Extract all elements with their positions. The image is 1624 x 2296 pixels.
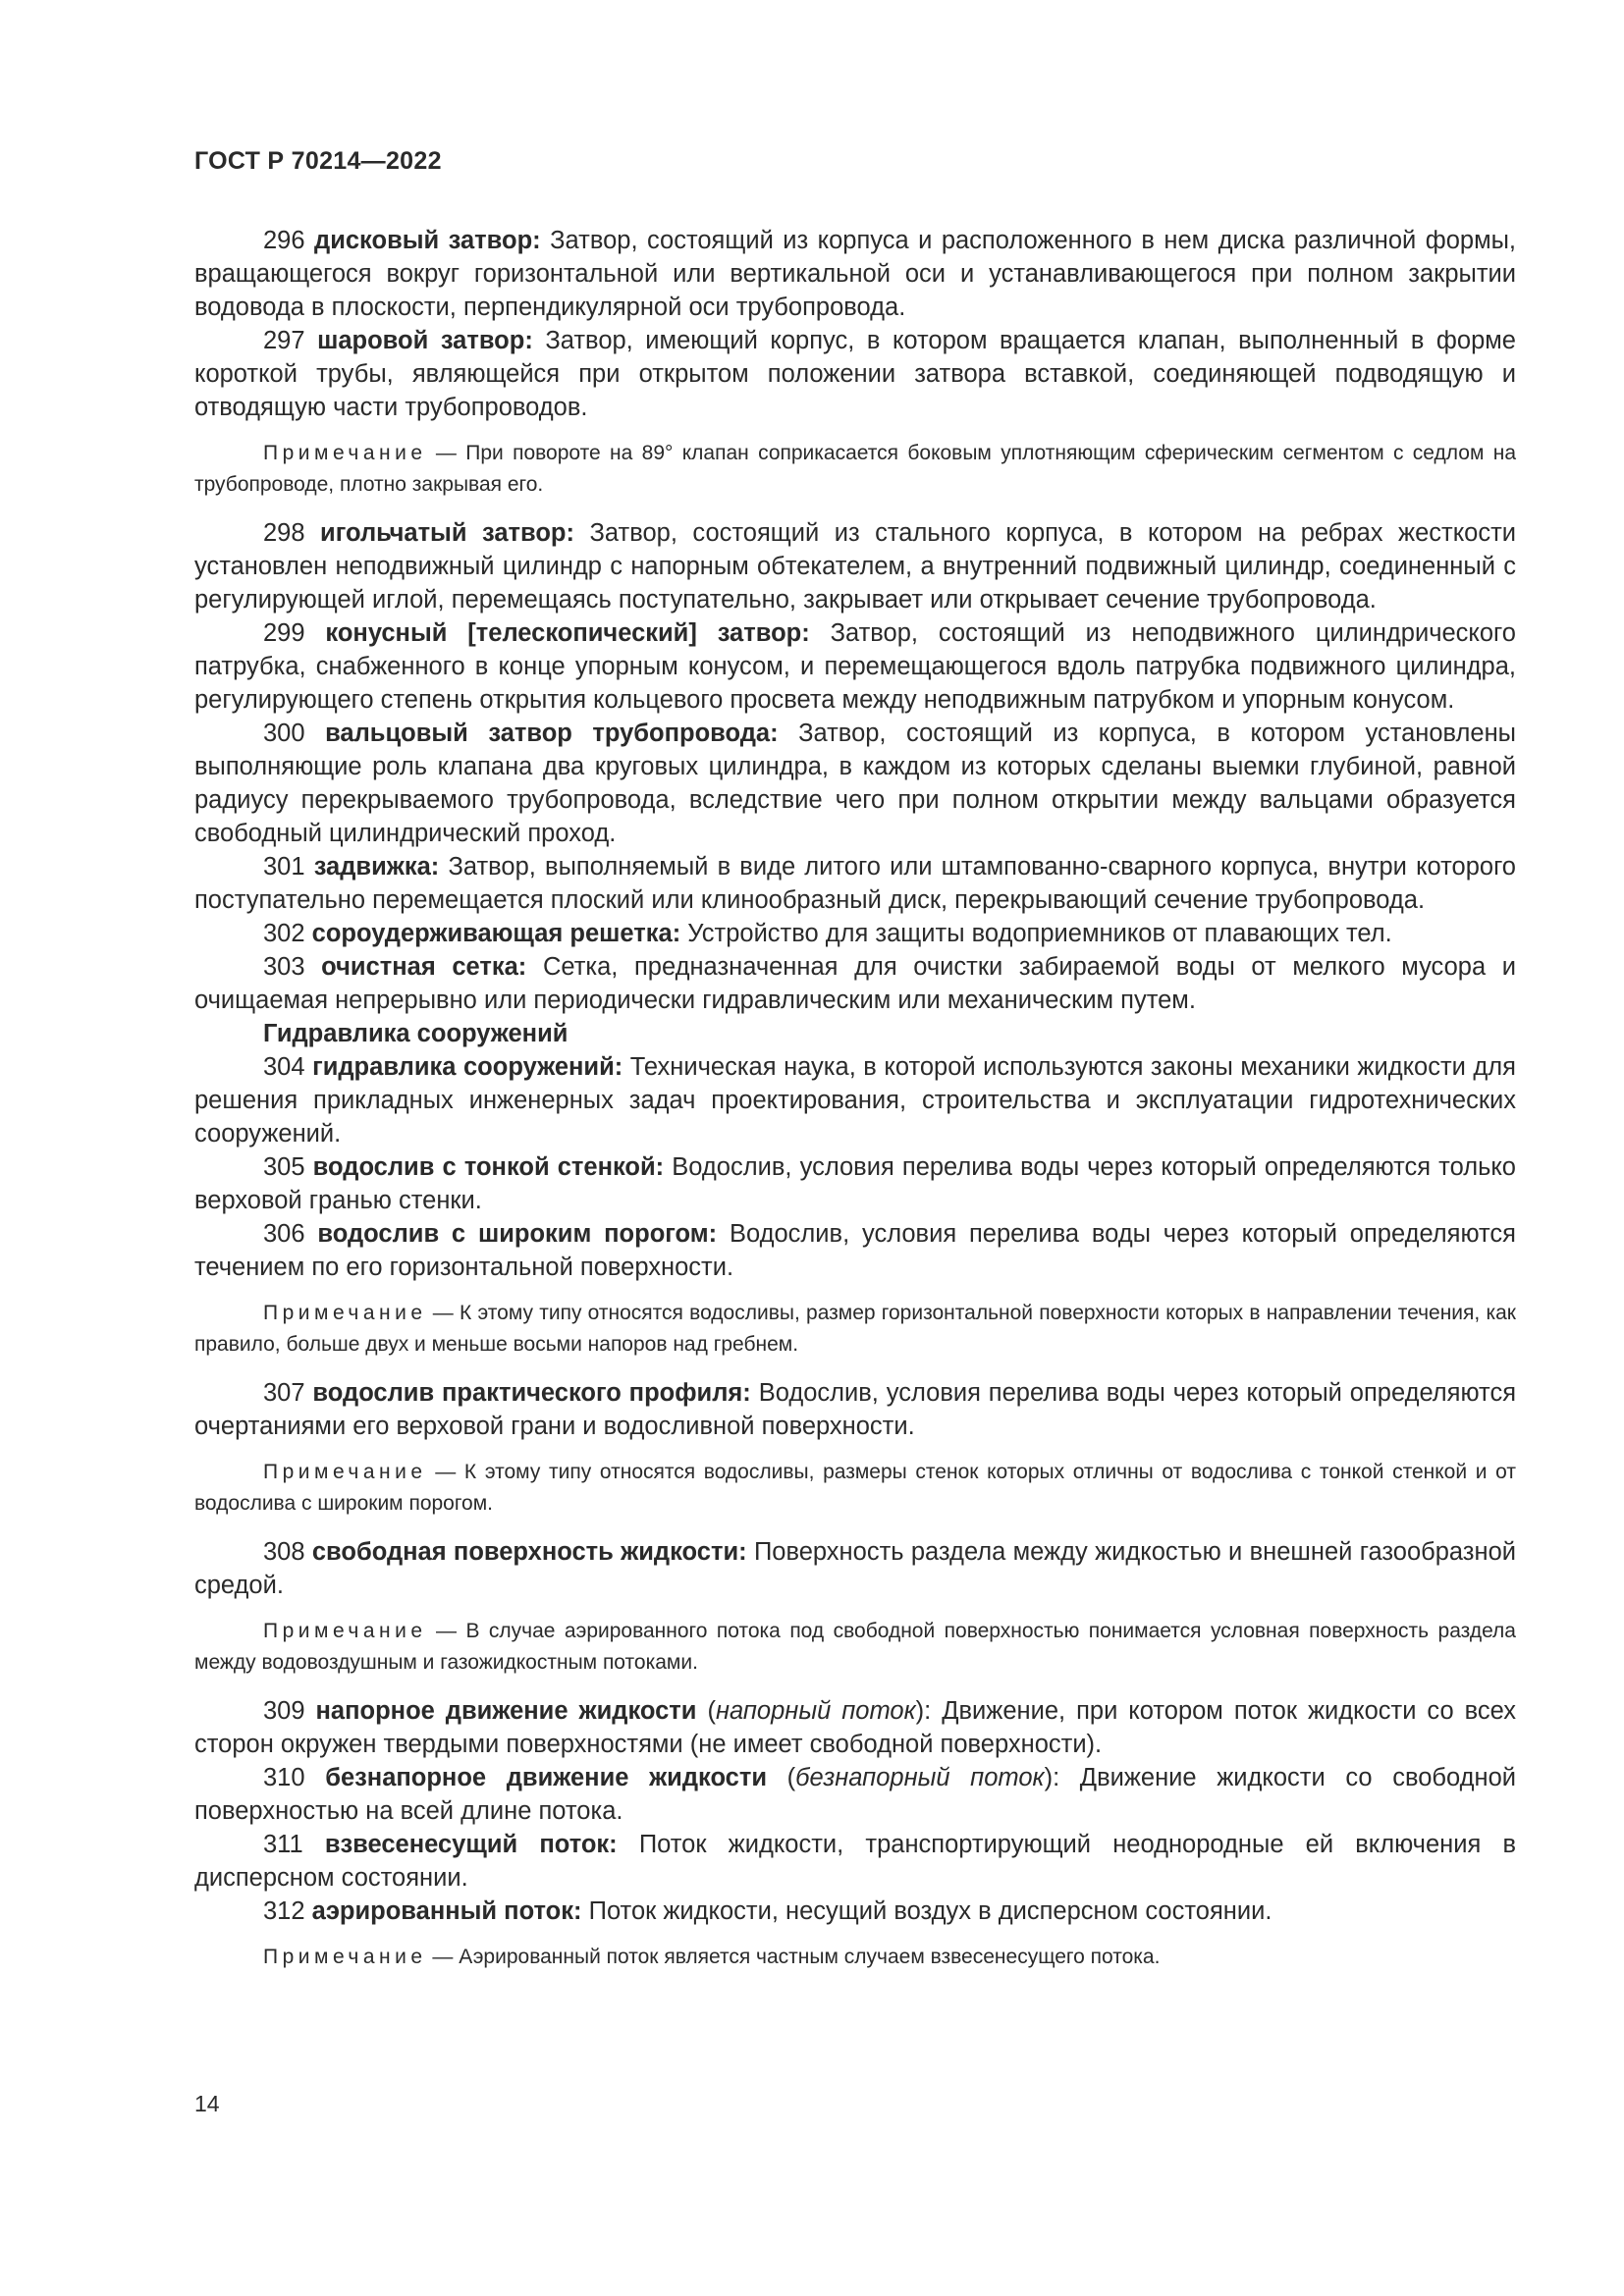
term-310: 310 безнапорное движение жидкости (безнапорный поток): Движение жидкости со свободной поверхностью на всей длине потока. xyxy=(194,1764,1516,1825)
note-label: Примечание xyxy=(263,1302,427,1324)
term-301: 301 задвижка: Затвор, выполняемый в виде литого или штампованно-сварного корпуса, внутри которого поступательно перемещается плоский или клинообразный диск, перекрывающий сечение трубопровода. xyxy=(194,853,1516,914)
term-300: 300 вальцовый затвор трубопровода: Затвор, состоящий из корпуса, в котором установлены выполняющие роль клапана два круговых цилиндра, в каждом из которых сделаны выемки глубиной, равной радиусу перекрываемого трубопровода, вследствие чего при полном открытии между вальцами образуется свободный цилиндрический проход. xyxy=(194,720,1516,847)
term-309: 309 напорное движение жидкости (напорный поток): Движение, при котором поток жидкости со всех сторон окружен твердыми поверхностями (не имеет свободной поверхности). xyxy=(194,1697,1517,1758)
term-307: 307 водослив практического профиля: Водослив, условия перелива воды через который определяются очертаниями его верховой грани и водосливной поверхности. xyxy=(194,1379,1516,1440)
term-308: 308 свободная поверхность жидкости: Поверхность раздела между жидкостью и внешней газообразной средой. xyxy=(194,1538,1517,1599)
term-304: 304 гидравлика сооружений: Техническая наука, в которой используются законы механики жидкости для решения прикладных инженерных задач проектирования, строительства и эксплуатации гидротехнических сооружений. xyxy=(194,1053,1516,1148)
term-311: 311 взвесенесущий поток: Поток жидкости, транспортирующий неоднородные ей включения в дисперсном состоянии. xyxy=(194,1831,1516,1892)
term-305: 305 водослив с тонкой стенкой: Водослив, условия перелива воды через который определяются только верховой гранью стенки. xyxy=(194,1153,1516,1214)
term-296: 296 дисковый затвор: Затвор, состоящий из корпуса и расположенного в нем диска различной формы, вращающегося вокруг горизонтальной или вертикальной оси и устанавливающегося при полном закрытии водовода в плоскости, перпендикулярной оси трубопровода. xyxy=(194,227,1517,321)
note-label: Примечание xyxy=(263,1461,427,1483)
term-298: 298 игольчатый затвор: Затвор, состоящий из стального корпуса, в котором на ребрах жесткости установлен неподвижный цилиндр с напорным обтекателем, а внутренний подвижный цилиндр, соединенный с регулирующей иглой, перемещаясь поступательно, закрывает или открывает сечение трубопровода. xyxy=(194,519,1516,614)
section-heading: Гидравлика сооружений xyxy=(263,1020,568,1047)
note-307: Примечание — К этому типу относятся водосливы, размеры стенок которых отличны от водослива с тонкой стенкой и от водослива с широким порогом. xyxy=(194,1461,1517,1515)
note-label: Примечание xyxy=(263,1620,427,1642)
term-297: 297 шаровой затвор: Затвор, имеющий корпус, в котором вращается клапан, выполненный в форме короткой трубы, являющейся при открытом положении затвора вставкой, соединяющей подводящую и отводящую части трубопроводов. xyxy=(194,327,1516,421)
term-302: 302 сороудерживающая решетка: Устройство для защиты водоприемников от плавающих тел. xyxy=(263,920,1392,947)
note-306: Примечание — К этому типу относятся водосливы, размер горизонтальной поверхности которых в направлении течения, как правило, больше двух и меньше восьми напоров над гребнем. xyxy=(194,1302,1516,1356)
term-303: 303 очистная сетка: Сетка, предназначенная для очистки забираемой воды от мелкого мусора и очищаемая непрерывно или периодически гидравлическим или механическим путем. xyxy=(194,953,1516,1014)
note-297: Примечание — При повороте на 89° клапан соприкасается боковым уплотняющим сферическим сегментом с седлом на трубопроводе, плотно закрывая его. xyxy=(194,442,1516,496)
term-306: 306 водослив с широким порогом: Водослив, условия перелива воды через который определяются течением по его горизонтальной поверхности. xyxy=(194,1220,1516,1281)
term-299: 299 конусный [телескопический] затвор: Затвор, состоящий из неподвижного цилиндрического патрубка, снабженного в конце упорным конусом, и перемещающегося вдоль патрубка подвижного цилиндра, регулирующего степень открытия кольцевого просвета между неподвижным патрубком и упорным конусом. xyxy=(194,619,1516,714)
term-312: 312 аэрированный поток: Поток жидкости, несущий воздух в дисперсном состоянии. xyxy=(263,1897,1272,1925)
note-312: Примечание — Аэрированный поток является частным случаем взвесенесущего потока. xyxy=(263,1946,1161,1968)
note-label: Примечание xyxy=(263,1946,427,1968)
note-308: Примечание — В случае аэрированного потока под свободной поверхностью понимается условная поверхность раздела между водовоздушным и газожидкостным потоками. xyxy=(194,1620,1516,1674)
note-label: Примечание xyxy=(263,442,427,464)
document-body xyxy=(194,224,1516,1989)
page-number: 14 xyxy=(194,2091,220,2116)
document-header: ГОСТ Р 70214—2022 xyxy=(194,147,442,175)
